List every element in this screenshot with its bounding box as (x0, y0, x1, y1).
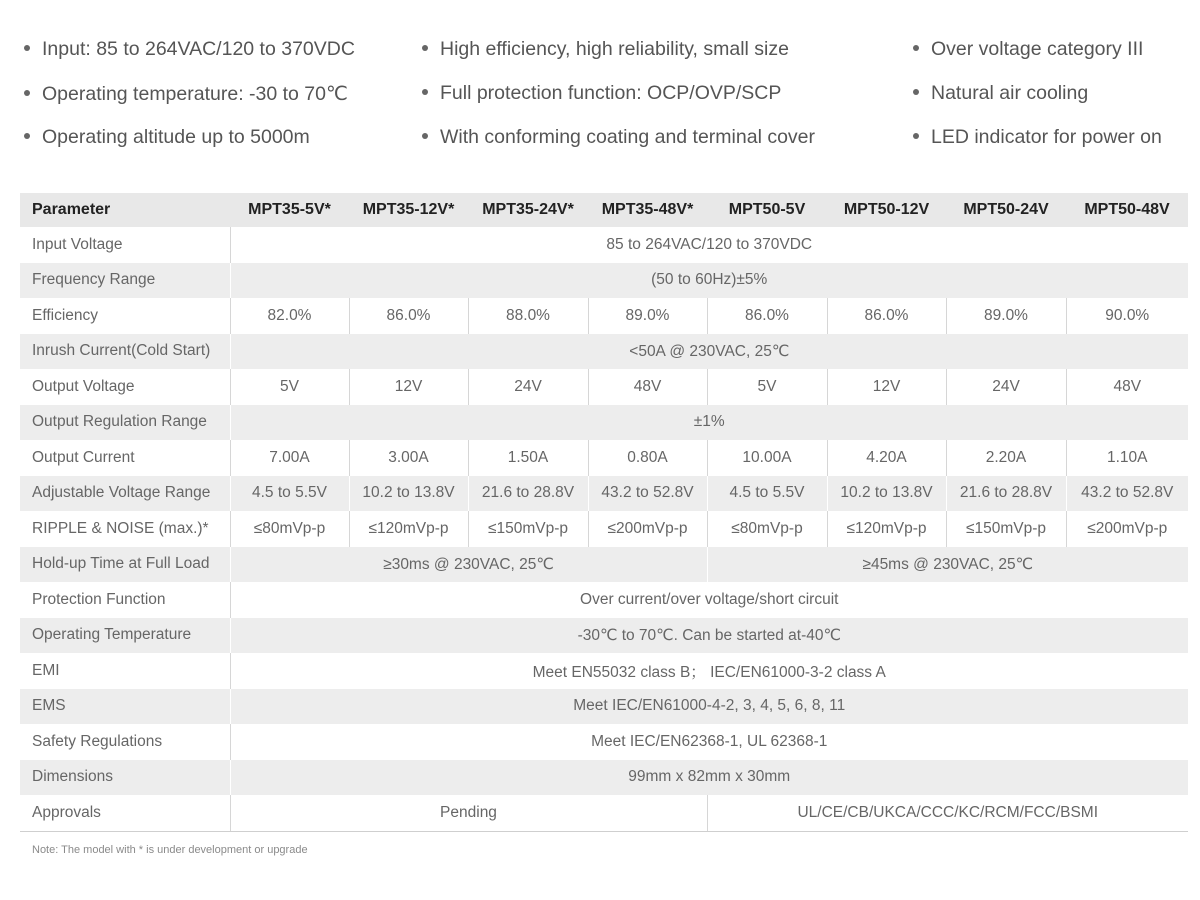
cell-value: ≥30ms @ 230VAC, 25℃ (230, 547, 707, 583)
cell-value: 3.00A (349, 440, 468, 476)
cell-value: 48V (1066, 369, 1188, 405)
header-model: MPT35-24V* (468, 193, 588, 227)
table-row (20, 618, 1188, 654)
cell-value: 4.5 to 5.5V (230, 476, 349, 512)
row-label: RIPPLE & NOISE (max.)* (32, 519, 209, 537)
feature-text: Natural air cooling (931, 82, 1089, 104)
cell-value: 4.20A (827, 440, 946, 476)
feature-text: High efficiency, high reliability, small size (440, 38, 789, 60)
cell-value: 24V (468, 369, 588, 405)
table-row (20, 795, 1188, 831)
cell-value: 86.0% (349, 298, 468, 334)
feature-item (913, 126, 1162, 149)
header-model: MPT50-24V (946, 193, 1066, 227)
cell-value: ≥45ms @ 230VAC, 25℃ (707, 547, 1188, 583)
row-label: Dimensions (20, 760, 230, 796)
row-label: Input Voltage (32, 235, 123, 253)
cell-value: 82.0% (230, 298, 349, 334)
feature-item (24, 126, 310, 149)
feature-item (913, 38, 1143, 61)
row-label: Protection Function (32, 590, 166, 608)
row-label: Inrush Current(Cold Start) (20, 334, 230, 370)
header-model: MPT35-48V* (588, 193, 707, 227)
cell-value: Meet IEC/EN61000-4-2, 3, 4, 5, 6, 8, 11 (230, 689, 1188, 725)
row-label: EMS (20, 689, 230, 725)
row-label: Output Current (32, 448, 135, 466)
cell-value: 99mm x 82mm x 30mm (230, 760, 1188, 796)
cell-value: 48V (588, 369, 707, 405)
table-row (20, 476, 1188, 512)
cell-value: 86.0% (707, 298, 827, 334)
cell-value: 2.20A (946, 440, 1066, 476)
row-label: Safety Regulations (32, 732, 163, 750)
spec-table (20, 193, 1188, 832)
feature-item (24, 38, 355, 61)
cell-value: 10.2 to 13.8V (827, 476, 946, 512)
header-model: MPT50-12V (827, 193, 946, 227)
row-label: EMI (32, 661, 60, 679)
row-label: Operating Temperature (20, 618, 230, 654)
cell-value: <50A @ 230VAC, 25℃ (230, 334, 1188, 370)
table-row (20, 369, 1188, 405)
row-label: Approvals (20, 795, 230, 831)
feature-text: Full protection function: OCP/OVP/SCP (440, 82, 782, 104)
feature-text: Operating altitude up to 5000m (42, 126, 310, 148)
feature-text: Over voltage category III (931, 38, 1144, 60)
cell-value: 10.00A (707, 440, 827, 476)
cell-value: ≤80mVp-p (230, 511, 349, 547)
cell-value: 5V (230, 369, 349, 405)
cell-value: ≤80mVp-p (707, 511, 827, 547)
feature-item (422, 38, 789, 61)
cell-value: 21.6 to 28.8V (946, 476, 1066, 512)
table-row (20, 405, 1188, 441)
row-label: Output Voltage (32, 377, 135, 395)
row-label: Efficiency (32, 306, 99, 324)
cell-value: 88.0% (468, 298, 588, 334)
cell-value: 4.5 to 5.5V (707, 476, 827, 512)
bullet-icon (913, 89, 919, 95)
cell-value: 89.0% (946, 298, 1066, 334)
cell-value: ≤200mVp-p (1066, 511, 1188, 547)
cell-value: 12V (349, 369, 468, 405)
cell-value: 1.10A (1066, 440, 1188, 476)
table-row (20, 724, 1188, 760)
cell-value: ≤120mVp-p (349, 511, 468, 547)
feature-item (913, 82, 1088, 105)
cell-value: ≤200mVp-p (588, 511, 707, 547)
table-row (20, 582, 1188, 618)
cell-value: 1.50A (468, 440, 588, 476)
feature-item (422, 126, 815, 149)
cell-value: (50 to 60Hz)±5% (230, 263, 1188, 299)
bullet-icon (913, 133, 919, 139)
row-label: Output Regulation Range (20, 405, 230, 441)
row-label: Hold-up Time at Full Load (20, 547, 230, 583)
bullet-icon (24, 90, 30, 96)
cell-value: 90.0% (1066, 298, 1188, 334)
feature-text: LED indicator for power on (931, 126, 1162, 148)
cell-value: ≤150mVp-p (468, 511, 588, 547)
table-row (20, 653, 1188, 689)
header-model: MPT50-48V (1066, 193, 1188, 227)
bullet-icon (24, 133, 30, 139)
cell-value: 89.0% (588, 298, 707, 334)
cell-value: 85 to 264VAC/120 to 370VDC (230, 227, 1188, 263)
cell-value: UL/CE/CB/UKCA/CCC/KC/RCM/FCC/BSMI (707, 795, 1188, 831)
header-parameter: Parameter (20, 193, 230, 227)
table-row (20, 334, 1188, 370)
cell-value: 7.00A (230, 440, 349, 476)
table-row (20, 440, 1188, 476)
feature-text: Operating temperature: -30 to 70℃ (42, 83, 348, 105)
row-label: Frequency Range (20, 263, 230, 299)
header-model: MPT35-5V* (230, 193, 349, 227)
table-row (20, 511, 1188, 547)
bullet-icon (913, 45, 919, 51)
cell-value: ≤120mVp-p (827, 511, 946, 547)
cell-value: Meet EN55032 class B； IEC/EN61000-3-2 class A (230, 653, 1188, 689)
table-row (20, 760, 1188, 796)
bullet-icon (422, 89, 428, 95)
cell-value: ≤150mVp-p (946, 511, 1066, 547)
cell-value: 24V (946, 369, 1066, 405)
row-label: Adjustable Voltage Range (20, 476, 230, 512)
cell-value: 5V (707, 369, 827, 405)
bullet-icon (24, 45, 30, 51)
cell-value: Meet IEC/EN62368-1, UL 62368-1 (230, 724, 1188, 760)
cell-value: 86.0% (827, 298, 946, 334)
table-row (20, 227, 1188, 263)
feature-text: Input: 85 to 264VAC/120 to 370VDC (42, 38, 355, 60)
bullet-icon (422, 45, 428, 51)
cell-value: 43.2 to 52.8V (588, 476, 707, 512)
cell-value: Pending (230, 795, 707, 831)
cell-value: ±1% (230, 405, 1188, 441)
cell-value: 12V (827, 369, 946, 405)
feature-item (24, 82, 348, 106)
table-row (20, 547, 1188, 583)
footnote: Note: The model with * is under development or upgrade (32, 844, 308, 856)
cell-value: 43.2 to 52.8V (1066, 476, 1188, 512)
table-row (20, 298, 1188, 334)
table-header-row (20, 193, 1188, 227)
cell-value: 0.80A (588, 440, 707, 476)
cell-value: Over current/over voltage/short circuit (230, 582, 1188, 618)
cell-value: 21.6 to 28.8V (468, 476, 588, 512)
header-model: MPT35-12V* (349, 193, 468, 227)
cell-value: -30℃ to 70℃. Can be started at-40℃ (230, 618, 1188, 654)
feature-text: With conforming coating and terminal cover (440, 126, 816, 148)
cell-value: 10.2 to 13.8V (349, 476, 468, 512)
feature-item (422, 82, 781, 105)
bullet-icon (422, 133, 428, 139)
header-model: MPT50-5V (707, 193, 827, 227)
table-row (20, 263, 1188, 299)
table-row (20, 689, 1188, 725)
